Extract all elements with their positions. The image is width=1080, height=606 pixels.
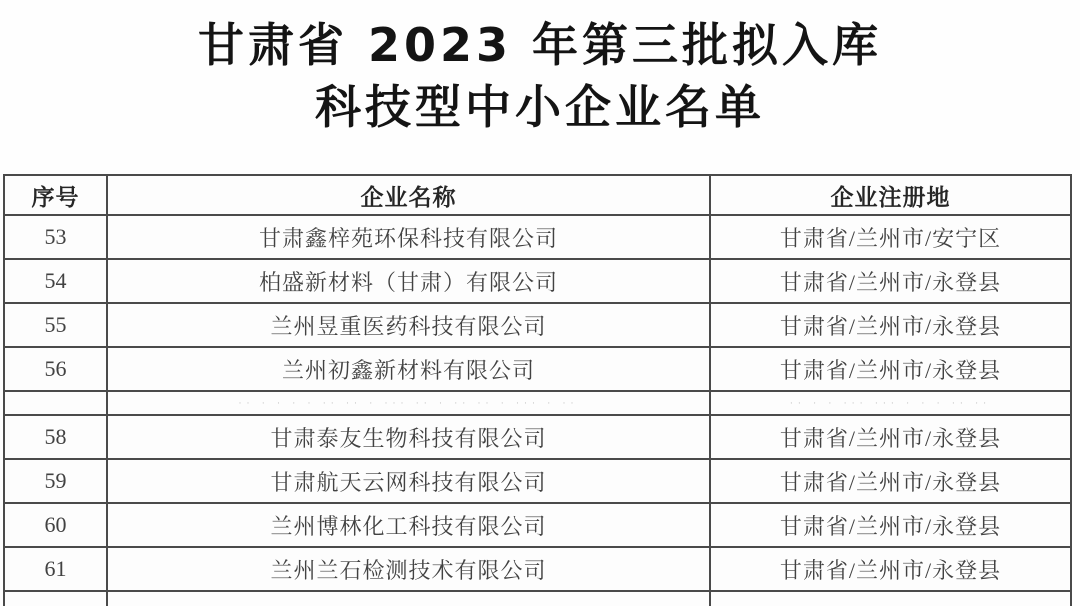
header-serial: 序号 [4,175,107,215]
table-row-partial [4,591,1071,606]
table-header-row [4,175,1071,215]
table-row [4,547,1071,591]
cell-location-clipped [710,391,1071,415]
table-row [4,459,1071,503]
cell-company-name-clipped [107,391,710,415]
company-roster-table [3,174,1072,606]
cell-location: 甘肃省/兰州市/永登县 [710,259,1071,303]
cell-serial: 58 [4,415,107,459]
cell-company-name: 兰州昱重医药科技有限公司 [107,303,710,347]
cell-company-name: 兰州博林化工科技有限公司 [107,503,710,547]
cell-company-name: 柏盛新材料（甘肃）有限公司 [107,259,710,303]
table-row [4,347,1071,391]
cell-serial: 60 [4,503,107,547]
cell-company-name: 兰州兰石检测技术有限公司 [107,547,710,591]
cell-serial: 59 [4,459,107,503]
cell-location: 甘肃省/兰州市/永登县 [710,547,1071,591]
cell-company-name: 甘肃航天云网科技有限公司 [107,459,710,503]
table-row [4,303,1071,347]
clipped-text-fragment: ·· · · ··· ··· · · · ·· ·· [789,398,992,408]
table-row [4,259,1071,303]
clipped-text-fragment: ·· · · · · ·· ·· · ··· ·· · ·· ·· · ··· · ·· [238,398,579,408]
header-company-name: 企业名称 [107,175,710,215]
table-row [4,503,1071,547]
page-title-line2: 科技型中小企业名单 [315,80,765,134]
cell-serial [4,591,107,606]
cell-serial: 55 [4,303,107,347]
cell-company-name: 甘肃鑫梓苑环保科技有限公司 [107,215,710,259]
cell-company-name: 兰州初鑫新材料有限公司 [107,347,710,391]
cell-location: 甘肃省/兰州市/永登县 [710,347,1071,391]
table-row-collapsed [4,391,1071,415]
cell-company-name: 甘肃泰友生物科技有限公司 [107,415,710,459]
header-registration-location: 企业注册地 [710,175,1071,215]
cell-serial: 53 [4,215,107,259]
page-title [0,0,1080,138]
cell-location: 甘肃省/兰州市/安宁区 [710,215,1071,259]
page-title-line1: 甘肃省 2023 年第三批拟入库 [197,18,883,72]
cell-company-name [107,591,710,606]
cell-location: 甘肃省/兰州市/永登县 [710,303,1071,347]
cell-serial: 56 [4,347,107,391]
cell-location: 甘肃省/兰州市/永登县 [710,415,1071,459]
cell-location: 甘肃省/兰州市/永登县 [710,503,1071,547]
cell-location: 甘肃省/兰州市/永登县 [710,459,1071,503]
table-row [4,415,1071,459]
table-row [4,215,1071,259]
cell-serial: 61 [4,547,107,591]
cell-serial [4,391,107,415]
cell-location [710,591,1071,606]
cell-serial: 54 [4,259,107,303]
